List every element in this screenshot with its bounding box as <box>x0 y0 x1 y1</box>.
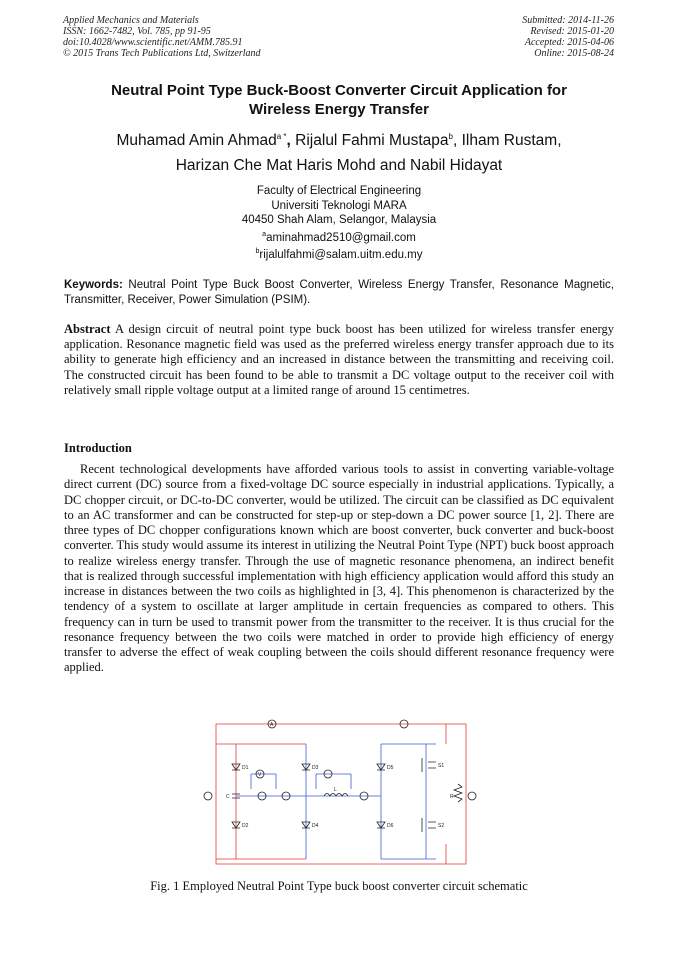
switch-s1 <box>422 758 436 772</box>
journal-name: Applied Mechanics and Materials <box>63 15 199 26</box>
red-wire <box>236 744 306 859</box>
affil-faculty: Faculty of Electrical Engineering <box>256 185 422 197</box>
date-online: Online: 2015-08-24 <box>534 48 614 59</box>
author-1-affil: a * <box>276 132 287 141</box>
switch-s2 <box>422 818 436 832</box>
abstract-label: Abstract <box>64 322 111 336</box>
label-s1: S1 <box>438 763 445 769</box>
author-2-affil: b <box>448 132 453 141</box>
keywords-label: Keywords: <box>64 279 123 291</box>
meter-label-v: V <box>258 772 262 778</box>
date-submitted: Submitted: 2014-11-26 <box>522 15 614 26</box>
author-1: Muhamad Amin Ahmad <box>116 132 277 150</box>
keywords <box>64 278 614 307</box>
date-accepted: Accepted: 2015-04-06 <box>524 37 614 48</box>
label-d5: D5 <box>387 765 394 771</box>
label-s2: S2 <box>438 823 445 829</box>
label-r: R <box>450 794 454 800</box>
email-a: $^a$aminahmad2510@gmail.com <box>262 230 416 244</box>
section-heading: Introduction <box>64 441 132 455</box>
author-line-2: Harizan Che Mat Haris Mohd and Nabil Hidayat <box>175 157 503 175</box>
meter-label-a: A <box>270 722 274 728</box>
date-revised: Revised: 2015-01-20 <box>530 26 614 37</box>
affil-address: 40450 Shah Alam, Selangor, Malaysia <box>241 214 437 227</box>
abstract-text: A design circuit of neutral point type buck boost has been utilized for wireless transfer energy application. Resonance magnetic field was used as the preferred wireless energy transfer approach due to its ability to generate high efficiency and an increased in distance between the transmitting and receiving coil. The constructed circuit has been found to be able to transmit a DC voltage output to the receiver coil with relatively small ripple voltage output at a limited range of around 15 centimetres. <box>64 322 614 397</box>
author-3: , Ilham Rustam, <box>452 132 562 150</box>
intro-paragraph: Recent technological developments have afforded various tools to assist in converting variable-voltage direct current (DC) source from a fixed-voltage DC source especially in industrial applications. Typically, a DC chopper circuit, or DC-to-DC converter, would be utilized. The circuit can be classified as DC equivalent to an AC transformer and can be constructed for step-up or step-down a DC power source [1, 2]. There are three types of DC chopper configurations known which are boost converter, buck converter and buck-boost converter. This study would assume its interest in utilizing the Neutral Point Type (NPT) buck boost approach to realize wireless energy transfer. Through the use of magnetic resonance phenomena, an indirect benefit that is realized through successful implementation with high efficiency application would afford this study an increase in distances between the two coils as highlighted in [3, 4]. This phenomenon is characterized by the tendency of a system to oscillate at larger amplitude in certain frequencies as compared to others. This frequency can in turn be used to transmit power from the transmitter to the receiver. It is thus crucial for the resonance frequency between the two coils were matched in order to provide high efficiency of energy transfer to adverse the effect of weak coupling between the coils should different resonance frequency were applied. <box>64 462 614 675</box>
paper-title <box>60 81 618 119</box>
author-list <box>50 124 628 178</box>
label-d1: D1 <box>242 765 249 771</box>
author-line-1 <box>50 124 628 153</box>
label-d3: D3 <box>312 765 319 771</box>
email-b: $^b$rijalulfahmi@salam.uitm.edu.my <box>255 248 423 262</box>
journal-issn: ISSN: 1662-7482, Vol. 785, pp 91-95 <box>63 26 211 37</box>
figure-caption: Fig. 1 Employed Neutral Point Type buck boost converter circuit schematic <box>150 879 528 893</box>
abstract <box>64 322 614 398</box>
label-d6: D6 <box>387 823 394 829</box>
affil-university: Universiti Teknologi MARA <box>271 199 407 212</box>
title-line-2: Wireless Energy Transfer <box>249 101 429 118</box>
red-wire <box>216 724 466 864</box>
keywords-text: Neutral Point Type Buck Boost Converter, Wireless Energy Transfer, Resonance Magnetic, Transmitter, Receiver, Power Simulation (PSIM). <box>64 279 614 306</box>
author-2: Rijalul Fahmi Mustapa <box>295 132 449 150</box>
label-c: C <box>226 794 230 800</box>
affiliation <box>150 184 528 263</box>
journal-info <box>63 15 261 59</box>
title-line-1: Neutral Point Type Buck-Boost Converter Circuit Application for <box>111 82 567 99</box>
journal-copyright: © 2015 Trans Tech Publications Ltd, Switzerland <box>63 48 261 59</box>
journal-doi: doi:10.4028/www.scientific.net/AMM.785.91 <box>63 37 243 48</box>
circuit-schematic <box>196 714 484 872</box>
meter-icon <box>204 792 212 800</box>
red-wire <box>216 744 236 859</box>
article-dates <box>522 15 614 59</box>
label-d2: D2 <box>242 823 249 829</box>
label-l: L <box>334 787 337 793</box>
blue-wire <box>236 744 436 859</box>
resistor-r <box>454 784 462 802</box>
label-d4: D4 <box>312 823 319 829</box>
author-separator: , <box>286 132 296 150</box>
meter-icon <box>468 792 476 800</box>
